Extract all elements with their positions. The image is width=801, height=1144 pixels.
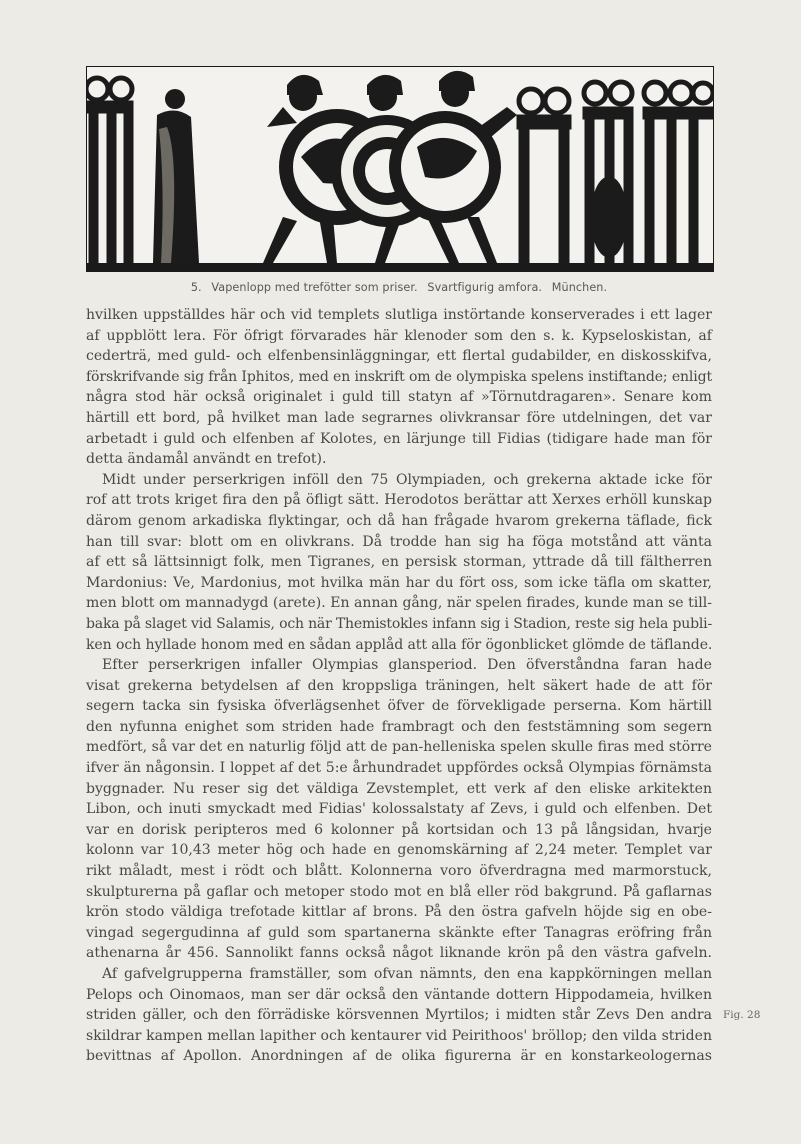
text-line: athenarna år 456. Sannolikt fanns också något liknande krön på den västra gafveln. [86,945,712,962]
text-line: härtill ett bord, på hvilket man lade segrarnes olivkransar före utdelningen, det var [86,409,712,426]
text-line: Libon, och inuti smyckadt med Fidias' kolossalstaty af Zevs, i guld och elfenben. Det [86,801,712,818]
caption-type: Svartfigurig amfora. [427,281,543,294]
text-line: den nyfunna enighet som striden hade frambragt och den feststämning som segern [86,718,712,735]
tripods-right [517,82,713,263]
text-line: några stod här också originalet i guld till statyn af »Törnutdragaren». Senare kom [86,389,712,406]
text-line: segern tacka sin fysiska öfverlägsenhet öfver de förvekligade perserna. Kom härtill [86,698,712,715]
text-line: skulpturerna på gaflar och metoper stodo mot en blå eller röd bakgrund. På gaflarnas [86,883,712,900]
text-line: cederträ, med guld- och elfenbensinläggningar, ett flertal gudabilder, en diskosskifva, [86,348,712,365]
text-line: Efter perserkrigen infaller Olympias glansperiod. Den öfverståndna faran hade [102,657,712,674]
text-line: men blott om mannadygd (arete). En annan gång, när spelen firades, kunde man se till- [86,595,712,612]
text-line: af ett så lättsinnigt folk, men Tigranes, en persisk storman, yttrade då till fältherren [86,554,712,571]
text-line: medfört, så var det en naturlig följd att de pan-helleniska spelen skulle firas med större [86,739,712,756]
tripod-left [87,78,133,263]
text-line: Af gafvelgrupperna framställer, som ofvan nämnts, den ena kappkörningen mellan [102,966,712,982]
text-line: därom genom arkadiska flyktingar, och då han frågade hvarom grekerna täflade, fick [86,512,712,529]
text-line: ifver än någonsin. I loppet af det 5:e århundradet uppfördes också Olympias förnämsta [86,760,712,777]
text-line: förskrifvande sig från Iphitos, med en inskrift om de olympiska spelens instiftande; enligt [86,368,712,385]
margin-figure-reference: Fig. 28 [723,1009,761,1021]
text-line: striden gäller, och den förrädiske körsvennen Myrtilos; i midten står Zevs Den andra [86,1007,712,1024]
text-line: Mardonius: Ve, Mardonius, mot hvilka män har du fört oss, som icke täfla om skatter, [86,574,712,591]
text-line: kolonn var 10,43 meter hög och hade en genomskärning af 2,24 meter. Templet var [86,842,712,859]
text-line: baka på slaget vid Salamis, och när Themistokles infann sig i Stadion, reste sig hela publi- [86,615,712,632]
text-line: arbetadt i guld och elfenben af Kolotes, en lärjunge till Fidias (tidigare hade man för [86,430,712,447]
caption-title: Vapenlopp med trefötter som priser. [211,281,418,294]
text-line: rikt måladt, mest i rödt och blått. Kolonnerna voro öfverdragna med marmorstuck, [86,863,712,880]
text-line: visat grekerna betydelsen af den kroppsliga träningen, helt säkert hade de att för [86,677,712,694]
text-line: ken och hyllade honom med en sådan applåd att alla för ögonblicket glömde de täflande. [86,636,713,653]
figure-amphora-illustration [86,66,714,272]
body-text [86,305,712,1067]
text-line: Pelops och Oinomaos, man ser där också den väntande dottern Hippodameia, hvilken [86,986,712,1003]
text-line: hvilken uppställdes här och vid templets slutliga instörtande konserverades i ett lager [86,307,712,323]
running-warriors [263,71,517,263]
text-line: bevittnas af Apollon. Anordningen af de olika figurerna är en konstarkeologernas [86,1048,712,1065]
robed-figure [153,89,199,263]
text-line: af uppblött lera. För öfrigt förvarades här klenoder som den s. k. Kypseloskistan, af [86,327,712,344]
text-line: byggnader. Nu reser sig det väldiga Zevstemplet, ett verk af den eliske arkitekten [86,780,712,797]
caption-number: 5. [190,281,202,294]
text-line: vingad segergudinna af guld som spartanerna skänkte efter Tanagras eröfring från [86,924,712,941]
text-line: rof att trots kriget fira den på öfligt sätt. Herodotos berättar att Xerxes erhöll kunskap [86,492,712,509]
text-line: skildrar kampen mellan lapither och kentaurer vid Peirithoos' bröllop; den vilda striden [86,1027,712,1044]
text-line: han till svar: blott om en olivkrans. Då trodde han sig ha föga motstånd att vänta [86,533,712,550]
text-line: detta ändamål användt en trefot). [86,451,327,468]
figure-caption [86,281,712,294]
vase-painting-image [87,67,713,271]
caption-place: München. [551,281,608,294]
text-line: krön stodo väldiga trefotade kittlar af brons. På den östra gafveln höjde sig en obe- [86,904,712,921]
text-line: var en dorisk peripteros med 6 kolonner på kortsidan och 13 på långsidan, hvarje [86,821,712,838]
text-line: Midt under perserkrigen inföll den 75 Olympiaden, och grekerna aktade icke för [102,471,712,488]
